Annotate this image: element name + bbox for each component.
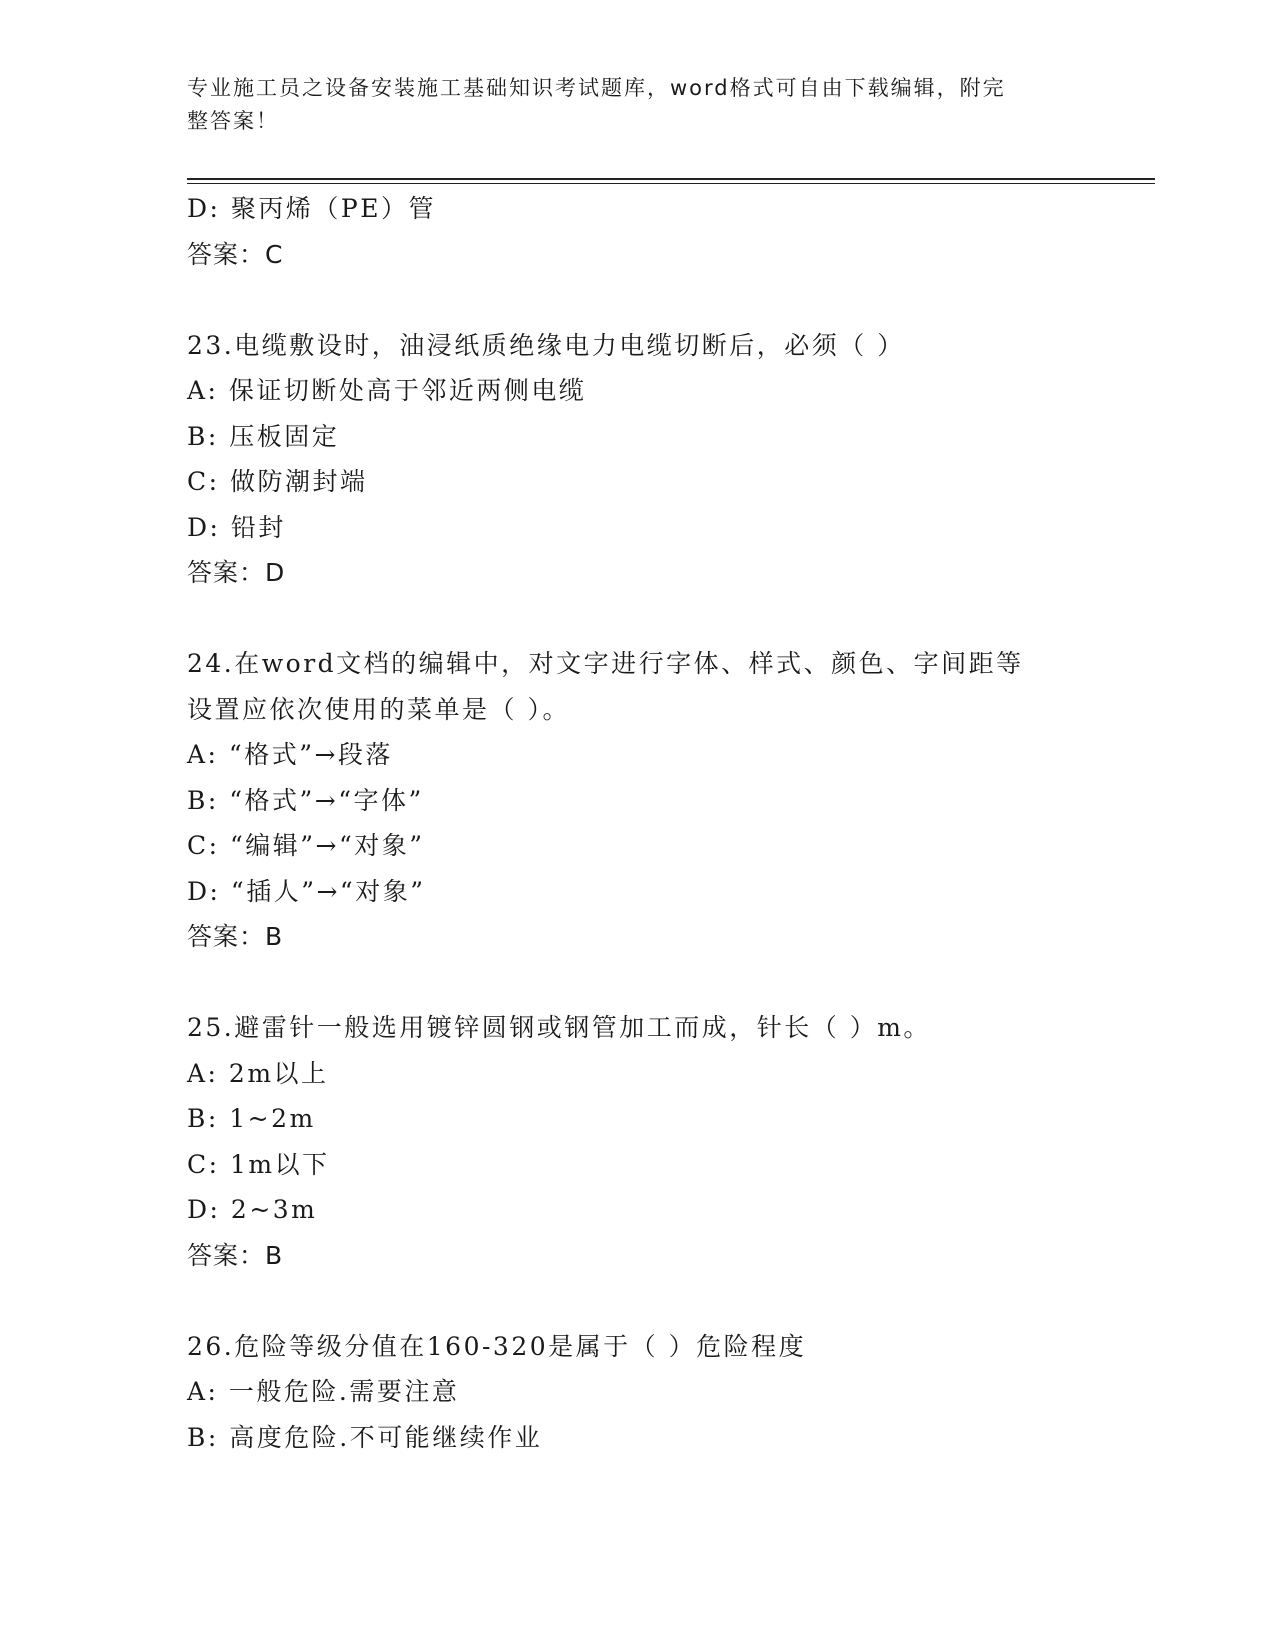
- text-line: C: “编辑”→“对象”: [187, 831, 425, 860]
- answer-line: 答案：D: [187, 558, 286, 587]
- header-rule-thin: [187, 183, 1155, 184]
- text-line: C: 做防潮封端: [187, 467, 368, 496]
- text-line: 25.避雷针一般选用镀锌圆钢或钢管加工而成，针长（ ）m。: [187, 1013, 931, 1042]
- text-line: D: 聚丙烯（PE）管: [187, 194, 436, 223]
- text-line: 设置应依次使用的菜单是（ ）。: [187, 694, 570, 724]
- spacer: [187, 1278, 1087, 1324]
- text-line: B: 压板固定: [187, 421, 340, 451]
- spacer: [187, 277, 1087, 323]
- text-line: 23.电缆敷设时，油浸纸质绝缘电力电缆切断后，必须（ ）: [187, 330, 905, 360]
- text-line: A: 2m以上: [187, 1058, 329, 1088]
- document-header: [187, 72, 1067, 138]
- text-line: A: “格式”→段落: [187, 740, 393, 769]
- text-line: C: 1m以下: [187, 1149, 330, 1179]
- answer-line: 答案：B: [187, 1240, 284, 1270]
- text-line: B: 1~2m: [187, 1104, 316, 1133]
- text-line: A: 保证切断处高于邻近两侧电缆: [187, 376, 587, 405]
- spacer: [187, 960, 1087, 1006]
- answer-line: 答案：C: [187, 239, 284, 269]
- text-line: 26.危险等级分值在160-320是属于（ ）危险程度: [187, 1331, 807, 1361]
- header-line-2: 整答案！: [187, 109, 279, 133]
- question-list: [187, 186, 1087, 1460]
- text-line: D: 铅封: [187, 512, 286, 542]
- text-line: A: 一般危险.需要注意: [187, 1377, 460, 1406]
- header-rule-thick: [187, 178, 1155, 180]
- text-line: B: 高度危险.不可能继续作业: [187, 1422, 543, 1452]
- text-line: B: “格式”→“字体”: [187, 785, 424, 815]
- text-line: 24.在word文档的编辑中，对文字进行字体、样式、颜色、字间距等: [187, 649, 1024, 678]
- text-line: D: “插人”→“对象”: [187, 876, 426, 906]
- text-line: D: 2~3m: [187, 1195, 318, 1224]
- header-line-1: 专业施工员之设备安装施工基础知识考试题库，word格式可自由下载编辑，附完: [187, 76, 1006, 100]
- spacer: [187, 596, 1087, 642]
- answer-line: 答案：B: [187, 922, 284, 951]
